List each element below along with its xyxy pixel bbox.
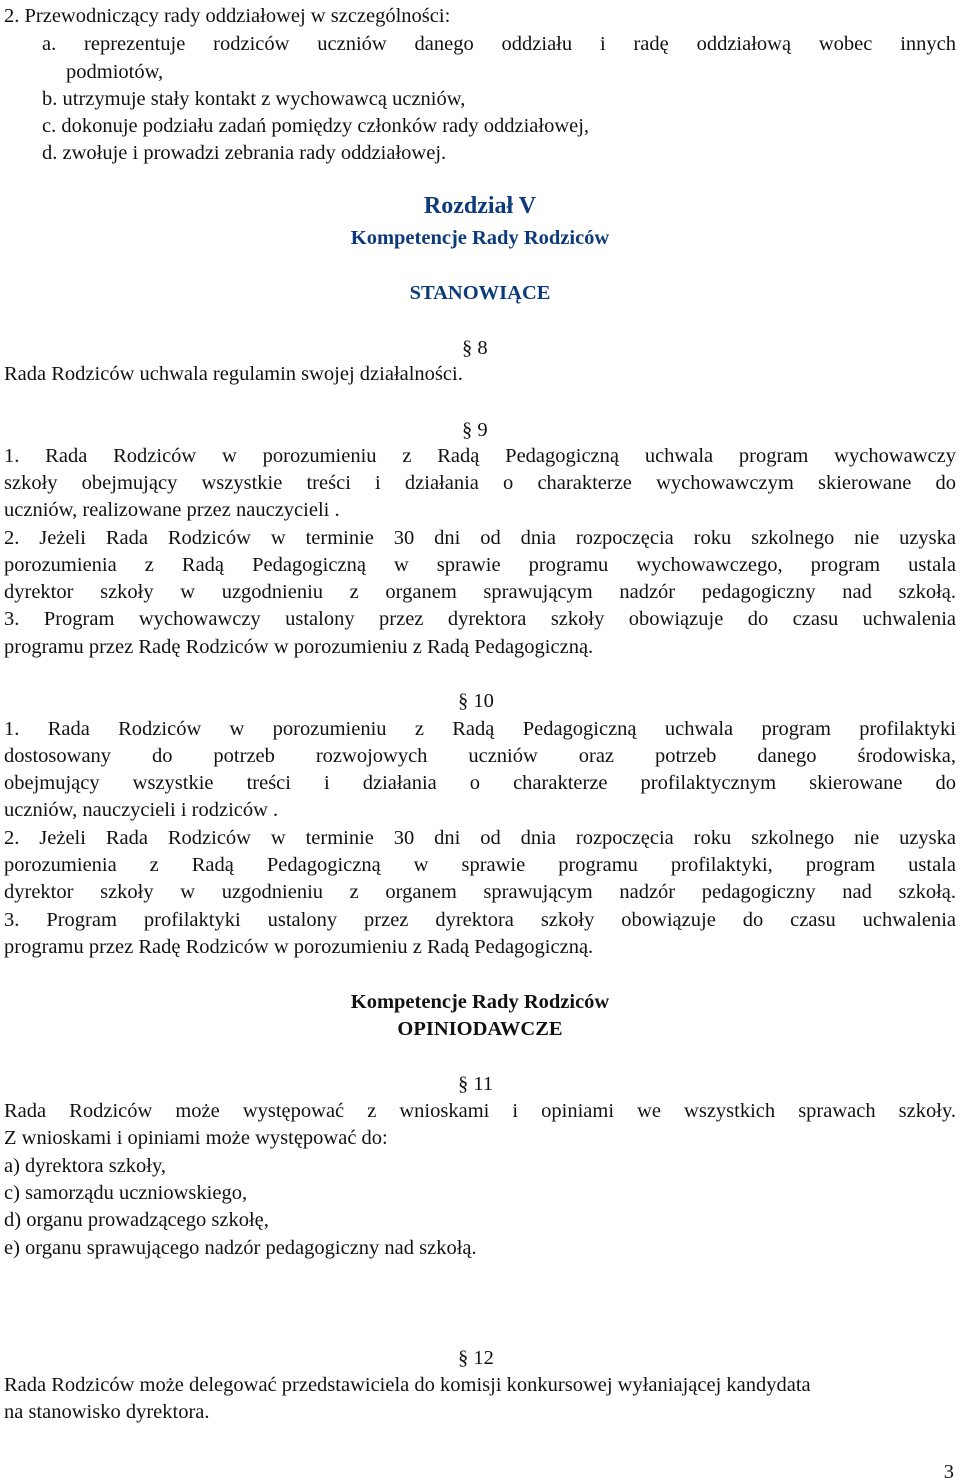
section-heading-stanowiace: STANOWIĄCE: [409, 282, 551, 304]
paragraph-symbol-9: § 9: [462, 419, 488, 441]
p11-line2: Z wnioskami i opiniami może występować do:: [4, 1127, 388, 1149]
p10-item3-line2: programu przez Radę Rodziców w porozumieniu z Radą Pedagogiczną.: [4, 936, 594, 958]
p10-item2-line1: 2. Jeżeli Rada Rodziców w terminie 30 dni od dnia rozpoczęcia roku szkolnego nie uzyska: [4, 827, 956, 849]
p9-item3-line1: 3. Program wychowawczy ustalony przez dyrektora szkoły obowiązuje do czasu uchwalenia: [4, 608, 956, 630]
p10-item1-line1: 1. Rada Rodziców w porozumieniu z Radą Pedagogiczną uchwala program profilaktyki: [4, 718, 956, 740]
p9-item1-line2: szkoły obejmujący wszystkie treści i działania o charakterze wychowawczym skierowane do: [4, 472, 956, 494]
p10-item1-line3: obejmujący wszystkie treści i działania o charakterze profilaktycznym skierowane do: [4, 772, 956, 794]
p9-item2-line1: 2. Jeżeli Rada Rodziców w terminie 30 dni od dnia rozpoczęcia roku szkolnego nie uzyska: [4, 527, 956, 549]
p11-item-d: d) organu prowadzącego szkołę,: [4, 1209, 269, 1231]
paragraph-8-text: Rada Rodziców uchwala regulamin swojej działalności.: [4, 363, 463, 385]
chapter-subtitle: Kompetencje Rady Rodziców: [350, 227, 610, 249]
p11-item-a: a) dyrektora szkoły,: [4, 1155, 167, 1177]
p10-item1-line4: uczniów, nauczycieli i rodziców .: [4, 799, 279, 821]
chapter-title: Rozdział V: [423, 193, 537, 219]
p12-line1: Rada Rodziców może delegować przedstawiciela do komisji konkursowej wyłaniającej kandydata: [4, 1374, 811, 1396]
p10-item1-line2: dostosowany do potrzeb rozwojowych uczniów oraz potrzeb danego środowiska,: [4, 745, 956, 767]
list-item-b: b. utrzymuje stały kontakt z wychowawcą uczniów,: [42, 88, 466, 110]
list-item-2: 2. Przewodniczący rady oddziałowej w szczególności:: [4, 5, 451, 27]
p9-item1-line3: uczniów, realizowane przez nauczycieli .: [4, 499, 340, 521]
list-item-d: d. zwołuje i prowadzi zebrania rady oddziałowej.: [42, 142, 447, 164]
p10-item2-line2: porozumienia z Radą Pedagogiczną w sprawie programu profilaktyki, program ustala: [4, 854, 956, 876]
p11-item-e: e) organu sprawującego nadzór pedagogiczny nad szkołą.: [4, 1237, 477, 1259]
p9-item1-line1: 1. Rada Rodziców w porozumieniu z Radą Pedagogiczną uchwala program wychowawczy: [4, 445, 956, 467]
paragraph-symbol-10: § 10: [458, 690, 494, 712]
paragraph-symbol-12: § 12: [458, 1347, 494, 1369]
list-item-a: a. reprezentuje rodziców uczniów danego oddziału i radę oddziałową wobec innych: [42, 33, 956, 55]
p9-item3-line2: programu przez Radę Rodziców w porozumieniu z Radą Pedagogiczną.: [4, 636, 594, 658]
p11-line1: Rada Rodziców może występować z wnioskami i opiniami we wszystkich sprawach szkoły.: [4, 1100, 956, 1122]
p11-item-c: c) samorządu uczniowskiego,: [4, 1182, 248, 1204]
paragraph-symbol-8: § 8: [462, 337, 488, 359]
opinion-heading: Kompetencje Rady Rodziców: [350, 991, 610, 1013]
section-heading-opiniodawcze: OPINIODAWCZE: [397, 1018, 563, 1040]
list-item-a-cont: podmiotów,: [66, 61, 164, 83]
list-item-c: c. dokonuje podziału zadań pomiędzy członków rady oddziałowej,: [42, 115, 590, 137]
page-number: 3: [943, 1461, 954, 1483]
p9-item2-line2: porozumienia z Radą Pedagogiczną w sprawie programu wychowawczego, program ustala: [4, 554, 956, 576]
paragraph-symbol-11: § 11: [458, 1073, 494, 1095]
p9-item2-line3: dyrektor szkoły w uzgodnieniu z organem sprawującym nadzór pedagogiczny nad szkołą.: [4, 581, 956, 603]
p10-item2-line3: dyrektor szkoły w uzgodnieniu z organem sprawującym nadzór pedagogiczny nad szkołą.: [4, 881, 956, 903]
p10-item3-line1: 3. Program profilaktyki ustalony przez dyrektora szkoły obowiązuje do czasu uchwalenia: [4, 909, 956, 931]
p12-line2: na stanowisko dyrektora.: [4, 1401, 210, 1423]
